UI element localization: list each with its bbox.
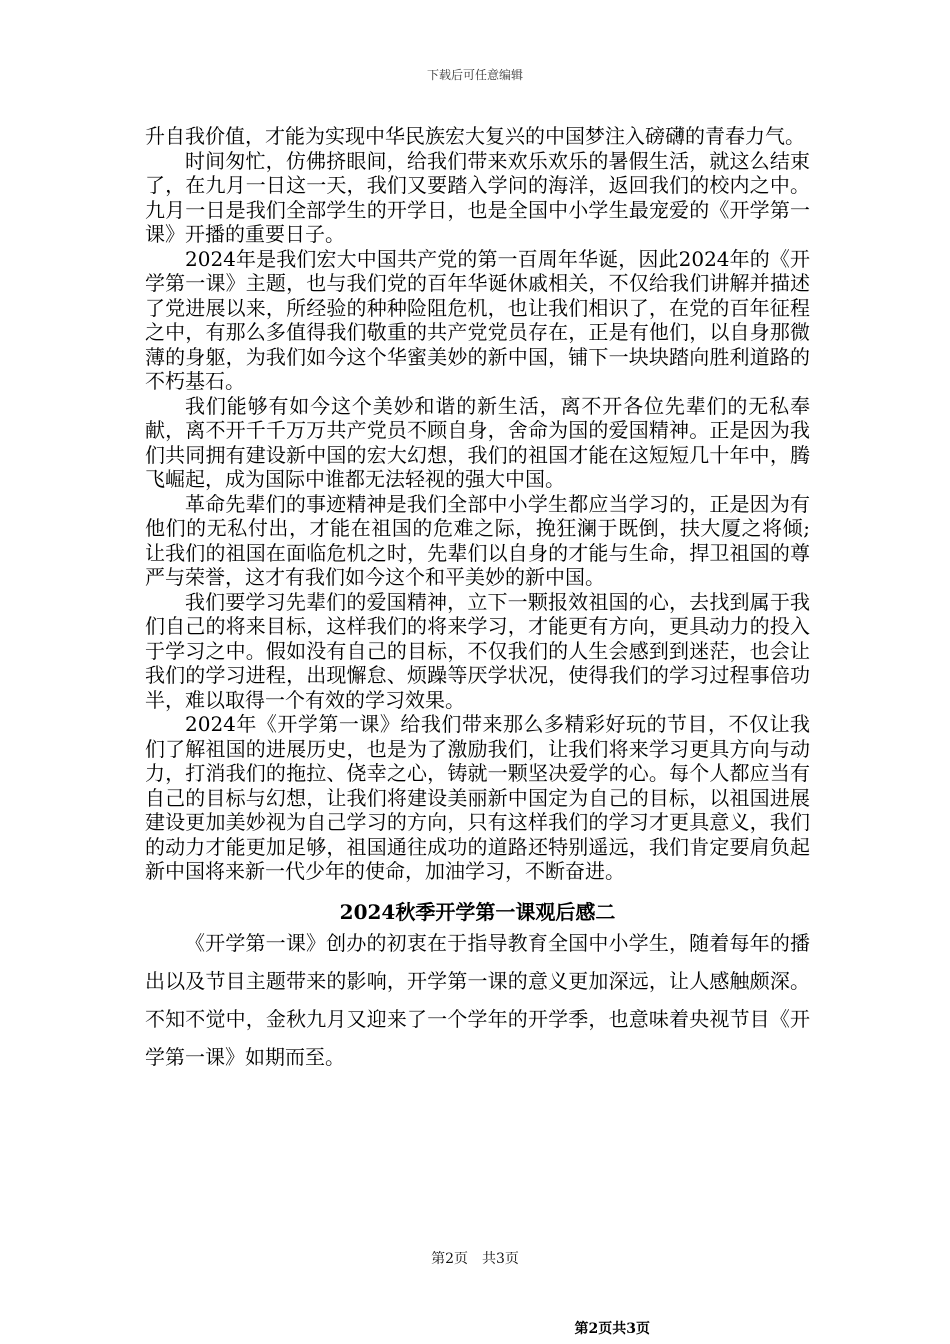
page-counter: 第2页共3页 [574, 1321, 650, 1337]
paragraph-3: 2024年是我们宏大中国共产党的第一百周年华诞，因此2024年的《开学第一课》主题，也与我们党的百年华诞休戚相关，不仅给我们讲解并描述了党进展以来，所经验的种种险阻危机，也让我们相识了，在党的百年征程之中，有那么多值得我们敬重的共产党党员存在，正是有他们，以自身那微薄的身躯，为我们如今这个华蜜美妙的新中国，铺下一块块踏向胜利道路的不朽基石。 [145, 246, 810, 393]
section-2 [145, 924, 810, 1076]
paragraph-4: 我们能够有如今这个美妙和谐的新生活，离不开各位先辈们的无私奉献，离不开千千万万共产党员不顾自身，舍命为国的爱国精神。正是因为我们共同拥有建设新中国的宏大幻想，我们的祖国才能在这短短几十年中，腾飞崛起，成为国际中谁都无法轻视的强大中国。 [145, 393, 810, 491]
page-header: 下载后可任意编辑 [426, 68, 523, 82]
paragraph-7: 2024年《开学第一课》给我们带来那么多精彩好玩的节目，不仅让我们了解祖国的进展历史，也是为了激励我们，让我们将来学习更具方向与动力，打消我们的拖拉、侥幸之心，铸就一颗坚决爱学的心。每个人都应当有自己的目标与幻想，让我们将建设美丽新中国定为自己的目标，以祖国进展建设更加美妙视为自己学习的方向，只有这样我们的学习才更具意义，我们的动力才能更加足够，祖国通往成功的道路还特别遥远，我们肯定要肩负起新中国将来新一代少年的使命，加油学习，不断奋进。 [145, 712, 810, 883]
section-2-paragraph: 《开学第一课》创办的初衷在于指导教育全国中小学生，随着每年的播出以及节目主题带来的影响，开学第一课的意义更加深远，让人感触颇深。不知不觉中，金秋九月又迎来了一个学年的开学季，也意味着央视节目《开学第一课》如期而至。 [145, 931, 810, 1069]
paragraph-6: 我们要学习先辈们的爱国精神，立下一颗报效祖国的心，去找到属于我们自己的将来目标，这样我们的将来学习，才能更有方向，更具动力的投入于学习之中。假如没有自己的目标，不仅我们的人生会感到到迷茫，也会让我们的学习进程，出现懈怠、烦躁等厌学状况，使得我们的学习过程事倍功半，难以取得一个有效的学习效果。 [145, 589, 810, 712]
page-footer: 第2页 共3页 [431, 1251, 519, 1267]
paragraph-1: 升自我价值，才能为实现中华民族宏大复兴的中国梦注入磅礴的青春力气。 [145, 124, 805, 148]
paragraph-5: 革命先辈们的事迹精神是我们全部中小学生都应当学习的，正是因为有他们的无私付出，才能在祖国的危难之际，挽狂澜于既倒，扶大厦之将倾;让我们的祖国在面临危机之时，先辈们以自身的才能与生命，捍卫祖国的尊严与荣誉，这才有我们如今这个和平美妙的新中国。 [145, 491, 810, 589]
paragraph-2: 时间匆忙，仿佛挤眼间，给我们带来欢乐欢乐的暑假生活，就这么结束了，在九月一日这一天，我们又要踏入学问的海洋，返回我们的校内之中。九月一日是我们全部学生的开学日，也是全国中小学生最宠爱的《开学第一课》开播的重要日子。 [145, 148, 810, 246]
document-body [145, 124, 810, 1076]
section-title: 2024秋季开学第一课观后感二 [339, 899, 616, 924]
